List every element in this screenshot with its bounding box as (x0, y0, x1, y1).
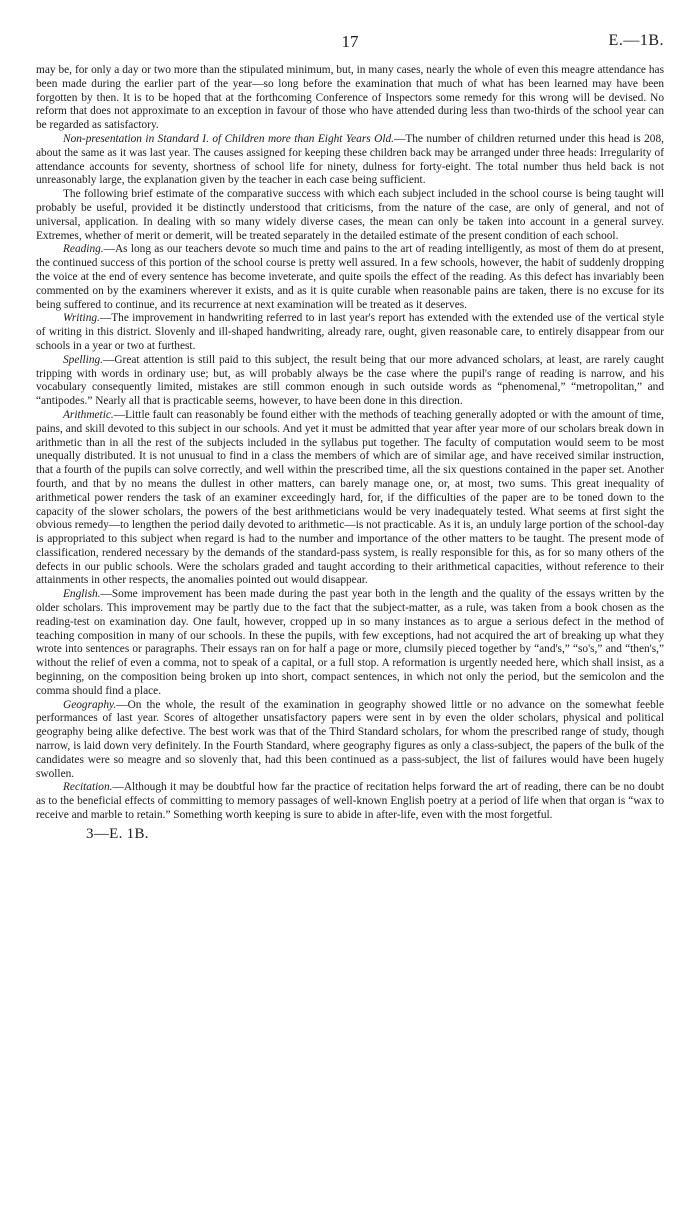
paragraph-writing (36, 312, 664, 353)
page-header (36, 30, 664, 58)
section-heading: Spelling. (63, 353, 104, 366)
section-heading: Arithmetic. (63, 408, 114, 421)
paragraph-attendance (36, 64, 664, 133)
paragraph-arithmetic (36, 409, 664, 588)
paragraph-text: —Although it may be doubtful how far the practice of recitation helps forward the art of reading, there can be no doubt as to the beneficial effects of committing to memory passages of well-known English poetry at a period of life when that organ is “wax to receive and marble to retain.” Something worth keeping is sure to abide in after-life, even with the most forgetful. (36, 781, 664, 822)
paragraph-reading (36, 243, 664, 312)
paragraph-text: —Great attention is still paid to this subject, the result being that our more advanced scholars, at least, are rarely caught tripping with words in ordinary use; but, as will probably always be the case where the pupil's range of reading is narrow, and his vocabulary consequently limited, mistakes are still common enough in such outside words as “phenomenal,” “metropolitan,” and “antipodes.” Nearly all that is practicable seems, however, to have been done in this direction. (36, 353, 664, 408)
signature-mark: 3—E. 1B. (86, 825, 149, 842)
report-body (36, 64, 664, 823)
running-head: E.—1B. (608, 32, 664, 49)
section-heading: Recitation. (63, 781, 113, 794)
paragraph-text: —On the whole, the result of the examination in geography showed little or no advance on the somewhat feeble performances of last year. Scores of altogether unsatisfactory papers were sent in by even the older scholars, physical and political geography being alike defective. The best work was that of the Third Standard scholars, for whom the prescribed range of study, though narrow, is laid down very definitely. In the Fourth Standard, where geography figures as only a class-subject, the papers of the bulk of the candidates were so meagre and so slovenly that, had this been continued as a pass-subject, the list of failures would have been hugely swollen. (36, 698, 664, 780)
section-heading: Non-presentation in Standard I. of Children more than Eight Years Old. (63, 132, 394, 145)
paragraph-non-presentation (36, 133, 664, 188)
paragraph-text: —As long as our teachers devote so much time and pains to the art of reading intelligently, as most of them do at present, the continued success of this portion of the school course is pretty well assured. In a few schools, however, the habit of suddenly dropping the voice at the end of every sentence has become inveterate, and quite spoils the effect of the reading. As this defect has invariably been commented on by the examiners wherever it exists, and as it is quite curable when reasonable pains are taken, there is no excuse for its being suffered to continue, and its recurrence at next examination will be treated as it deserves. (36, 243, 664, 311)
paragraph-recitation (36, 781, 664, 822)
paragraph-geography (36, 699, 664, 782)
section-heading: Reading. (63, 243, 104, 256)
paragraph-text: —The improvement in handwriting referred to in last year's report has extended with the extended use of the vertical style of writing in this district. Slovenly and ill-shaped handwriting, already rare, ought, given reasonable care, to entirely disappear from our schools in a year or two at furthest. (36, 312, 664, 352)
paragraph-text: The following brief estimate of the comparative success with which each subject included in the school course is being taught will probably be useful, provided it be distinctly understood that criticisms, from the nature of the case, are only of general, and not of universal, application. In dealing with so many widely diverse cases, the mean can only be taken into account in a general survey. Extremes, whether of merit or demerit, will be treated separately in the detailed estimate of the present condition of each school. (36, 188, 664, 242)
paragraph-text: may be, for only a day or two more than the stipulated minimum, but, in many cases, nearly the whole of even this meagre attendance has been made during the earlier part of the year—so long before the examination that much of what has been learned may have been forgotten by then. It is to be hoped that at the forthcoming Conference of Inspectors some remedy for this wrong will be devised. No reform that does not approximate to an exception in favour of those who have attended during less than two-thirds of the school year can be regarded as satisfactory. (36, 64, 664, 132)
paragraph-text: —Some improvement has been made during the past year both in the length and the quality of the essays written by the older scholars. This improvement may be partly due to the fact that the subject-matter, as a rule, was taken from a book chosen as the reading-test on examination day. One fault, however, cropped up in so many instances as to argue a serious defect in the method of teaching composition in many of our schools. In these the pupils, with few exceptions, had not acquired the art of breaking up what they wrote into sentences or paragraphs. Their essays ran on for half a page or more, clumsily pieced together by “and's,” “so's,” and “then's,” without the relief of even a comma, not to speak of a capital, or a full stop. A reformation is urgently needed here, which shall insist, as a beginning, on the composition being broken up into short, compact sentences, in which not only the period, but the semicolon and the comma should find a place. (36, 588, 664, 697)
section-heading: Writing. (63, 312, 100, 325)
page-number: 17 (341, 32, 359, 51)
section-heading: English. (63, 588, 101, 601)
paragraph-spelling (36, 354, 664, 409)
paragraph-text: —Little fault can reasonably be found either with the methods of teaching generally adopted or with the amount of time, pains, and skill devoted to this subject in our schools. And yet it must be admitted that year after year more of our scholars break down in arithmetic than in all the rest of the subjects included in the syllabus put together. The faculty of computation would seem to be most unequally distributed. It is not unusual to find in a class the members of which are of similar age, and have received similar instruction, that a fourth of the pupils can solve correctly, and well within the prescribed time, all the six questions contained in the paper set. Another fourth, and that by no means the dullest in other matters, can barely manage one, or, at most, two sums. This great inequality of arithmetical power renders the task of an examiner exceedingly hard, for, if the difficulties of the paper are to be toned down to the capacity of the slower scholars, the powers of the best arithmeticians would be very inadequately tested. What seems at first sight the obvious remedy—to lengthen the period daily devoted to arithmetic—is not practicable. As it is, an unduly large portion of the school-day is appropriated to this subject when regard is had to the number and importance of the other matters to be taught. The present mode of classification, rendered necessary by the demands of the standard-pass system, is really responsible for this, as for so many others of the defects in our public schools. Were the scholars graded and taught according to their arithmetical capacities, without reference to their attainments in other respects, the anomalies pointed out would disappear. (36, 408, 664, 587)
paragraph-text: —The number of children returned under this head is 208, about the same as it was last year. The causes assigned for keeping these children back may be arranged under three heads: Irregularity of attendance accounts for seventy, shortness of school life for ninety, dulness for forty-eight. The total number thus held back is not unreasonably large, the explanation given by the teacher in each case being sufficient. (36, 132, 664, 187)
paragraph-english (36, 588, 664, 698)
paragraph-estimate (36, 188, 664, 243)
section-heading: Geography. (63, 698, 117, 711)
